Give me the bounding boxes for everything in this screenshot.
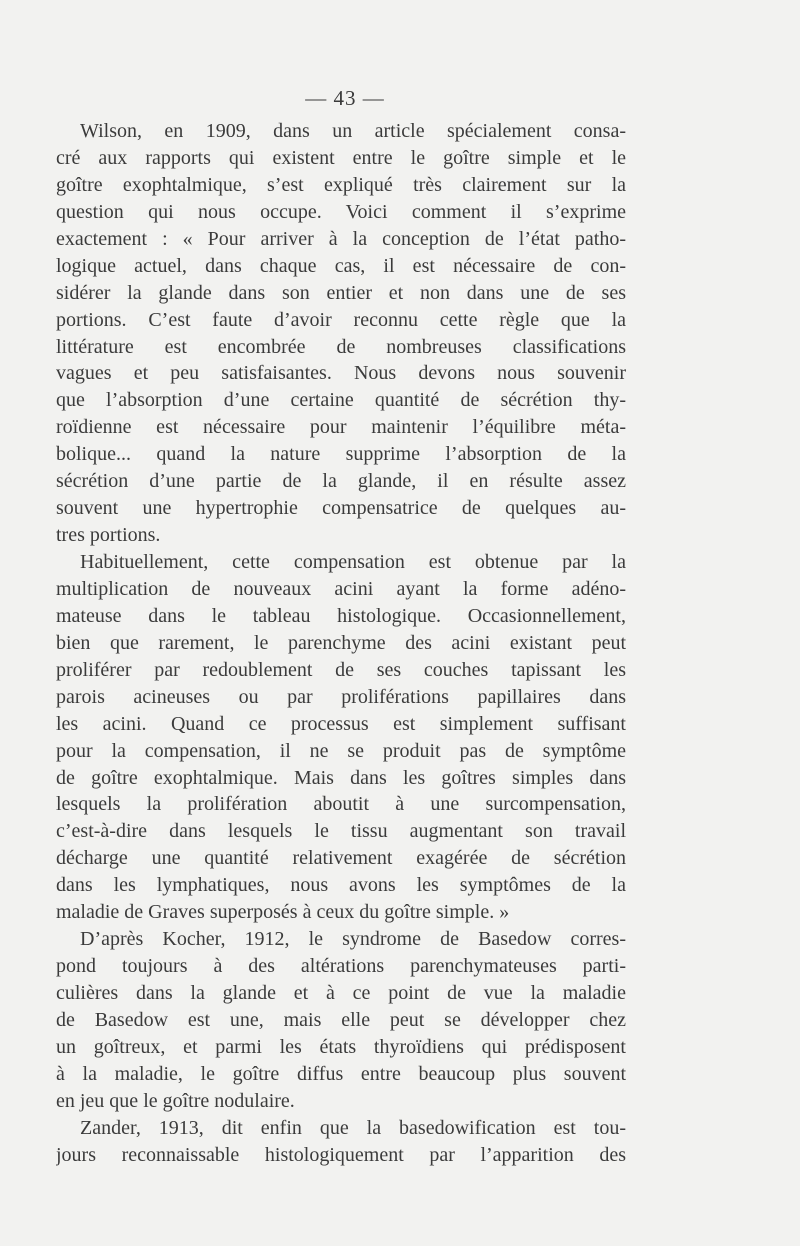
text-line: tres portions. (56, 524, 161, 547)
text-line: jours reconnaissable histologiquement par l’apparition des (56, 1143, 626, 1166)
text-line: un goîtreux, et parmi les états thyroïdiens qui prédisposent (56, 1035, 626, 1058)
text-line: littérature est encombrée de nombreuses classifications (56, 335, 626, 358)
text-line: sécrétion d’une partie de la glande, il en résulte assez (56, 470, 626, 493)
text-line: exactement : « Pour arriver à la conception de l’état patho- (56, 227, 626, 250)
text-line: décharge une quantité relativement exagérée de sécrétion (56, 847, 626, 870)
text-line: goître exophtalmique, s’est expliqué très clairement sur la (56, 173, 626, 196)
text-line: sidérer la glande dans son entier et non dans une de ses (56, 281, 626, 304)
paragraph (56, 1115, 626, 1169)
text-line: roïdienne est nécessaire pour maintenir l’équilibre méta- (56, 416, 626, 439)
text-line: portions. C’est faute d’avoir reconnu cette règle que la (56, 308, 626, 331)
text-line: bien que rarement, le parenchyme des acini existant peut (56, 631, 626, 654)
text-line: pour la compensation, il ne se produit pas de symptôme (56, 739, 626, 762)
text-line: proliférer par redoublement de ses couches tapissant les (56, 658, 626, 681)
text-line: parois acineuses ou par proliférations papillaires dans (56, 685, 626, 708)
paragraph (56, 926, 626, 1115)
text-line: D’après Kocher, 1912, le syndrome de Basedow corres- (80, 928, 626, 951)
text-line: de Basedow est une, mais elle peut se développer chez (56, 1008, 626, 1031)
text-line: cré aux rapports qui existent entre le goître simple et le (56, 146, 626, 169)
page-number: — 43 — (305, 86, 385, 110)
text-line: bolique... quand la nature supprime l’absorption de la (56, 443, 626, 466)
text-line: que l’absorption d’une certaine quantité de sécrétion thy- (56, 389, 626, 412)
text-line: maladie de Graves superposés à ceux du goître simple. » (56, 901, 510, 924)
text-line: à la maladie, le goître diffus entre beaucoup plus souvent (56, 1062, 626, 1085)
text-line: pond toujours à des altérations parenchymateuses parti- (56, 955, 626, 978)
text-line: culières dans la glande et à ce point de vue la maladie (56, 982, 626, 1004)
paragraph (56, 118, 626, 549)
text-line: multiplication de nouveaux acini ayant la forme adéno- (56, 577, 626, 600)
text-line: lesquels la prolifération aboutit à une surcompensation, (56, 793, 626, 816)
text-line: en jeu que le goître nodulaire. (56, 1089, 295, 1112)
text-line: Habituellement, cette compensation est obtenue par la (80, 551, 626, 573)
body-text (56, 118, 626, 1169)
text-line: Wilson, en 1909, dans un article spécialement consa- (80, 120, 626, 142)
text-line: vagues et peu satisfaisantes. Nous devons nous souvenir (56, 362, 626, 385)
text-line: souvent une hypertrophie compensatrice de quelques au- (56, 497, 626, 520)
text-line: dans les lymphatiques, nous avons les symptômes de la (56, 874, 626, 897)
text-line: question qui nous occupe. Voici comment il s’exprime (56, 200, 626, 223)
text-line: mateuse dans le tableau histologique. Occasionnellement, (56, 604, 626, 627)
text-line: les acini. Quand ce processus est simplement suffisant (56, 712, 626, 735)
text-line: logique actuel, dans chaque cas, il est nécessaire de con- (56, 254, 626, 277)
paragraph (56, 549, 626, 926)
text-line: de goître exophtalmique. Mais dans les goîtres simples dans (56, 766, 626, 789)
text-line: c’est-à-dire dans lesquels le tissu augmentant son travail (56, 820, 626, 843)
text-line: Zander, 1913, dit enfin que la basedowification est tou- (80, 1116, 626, 1139)
